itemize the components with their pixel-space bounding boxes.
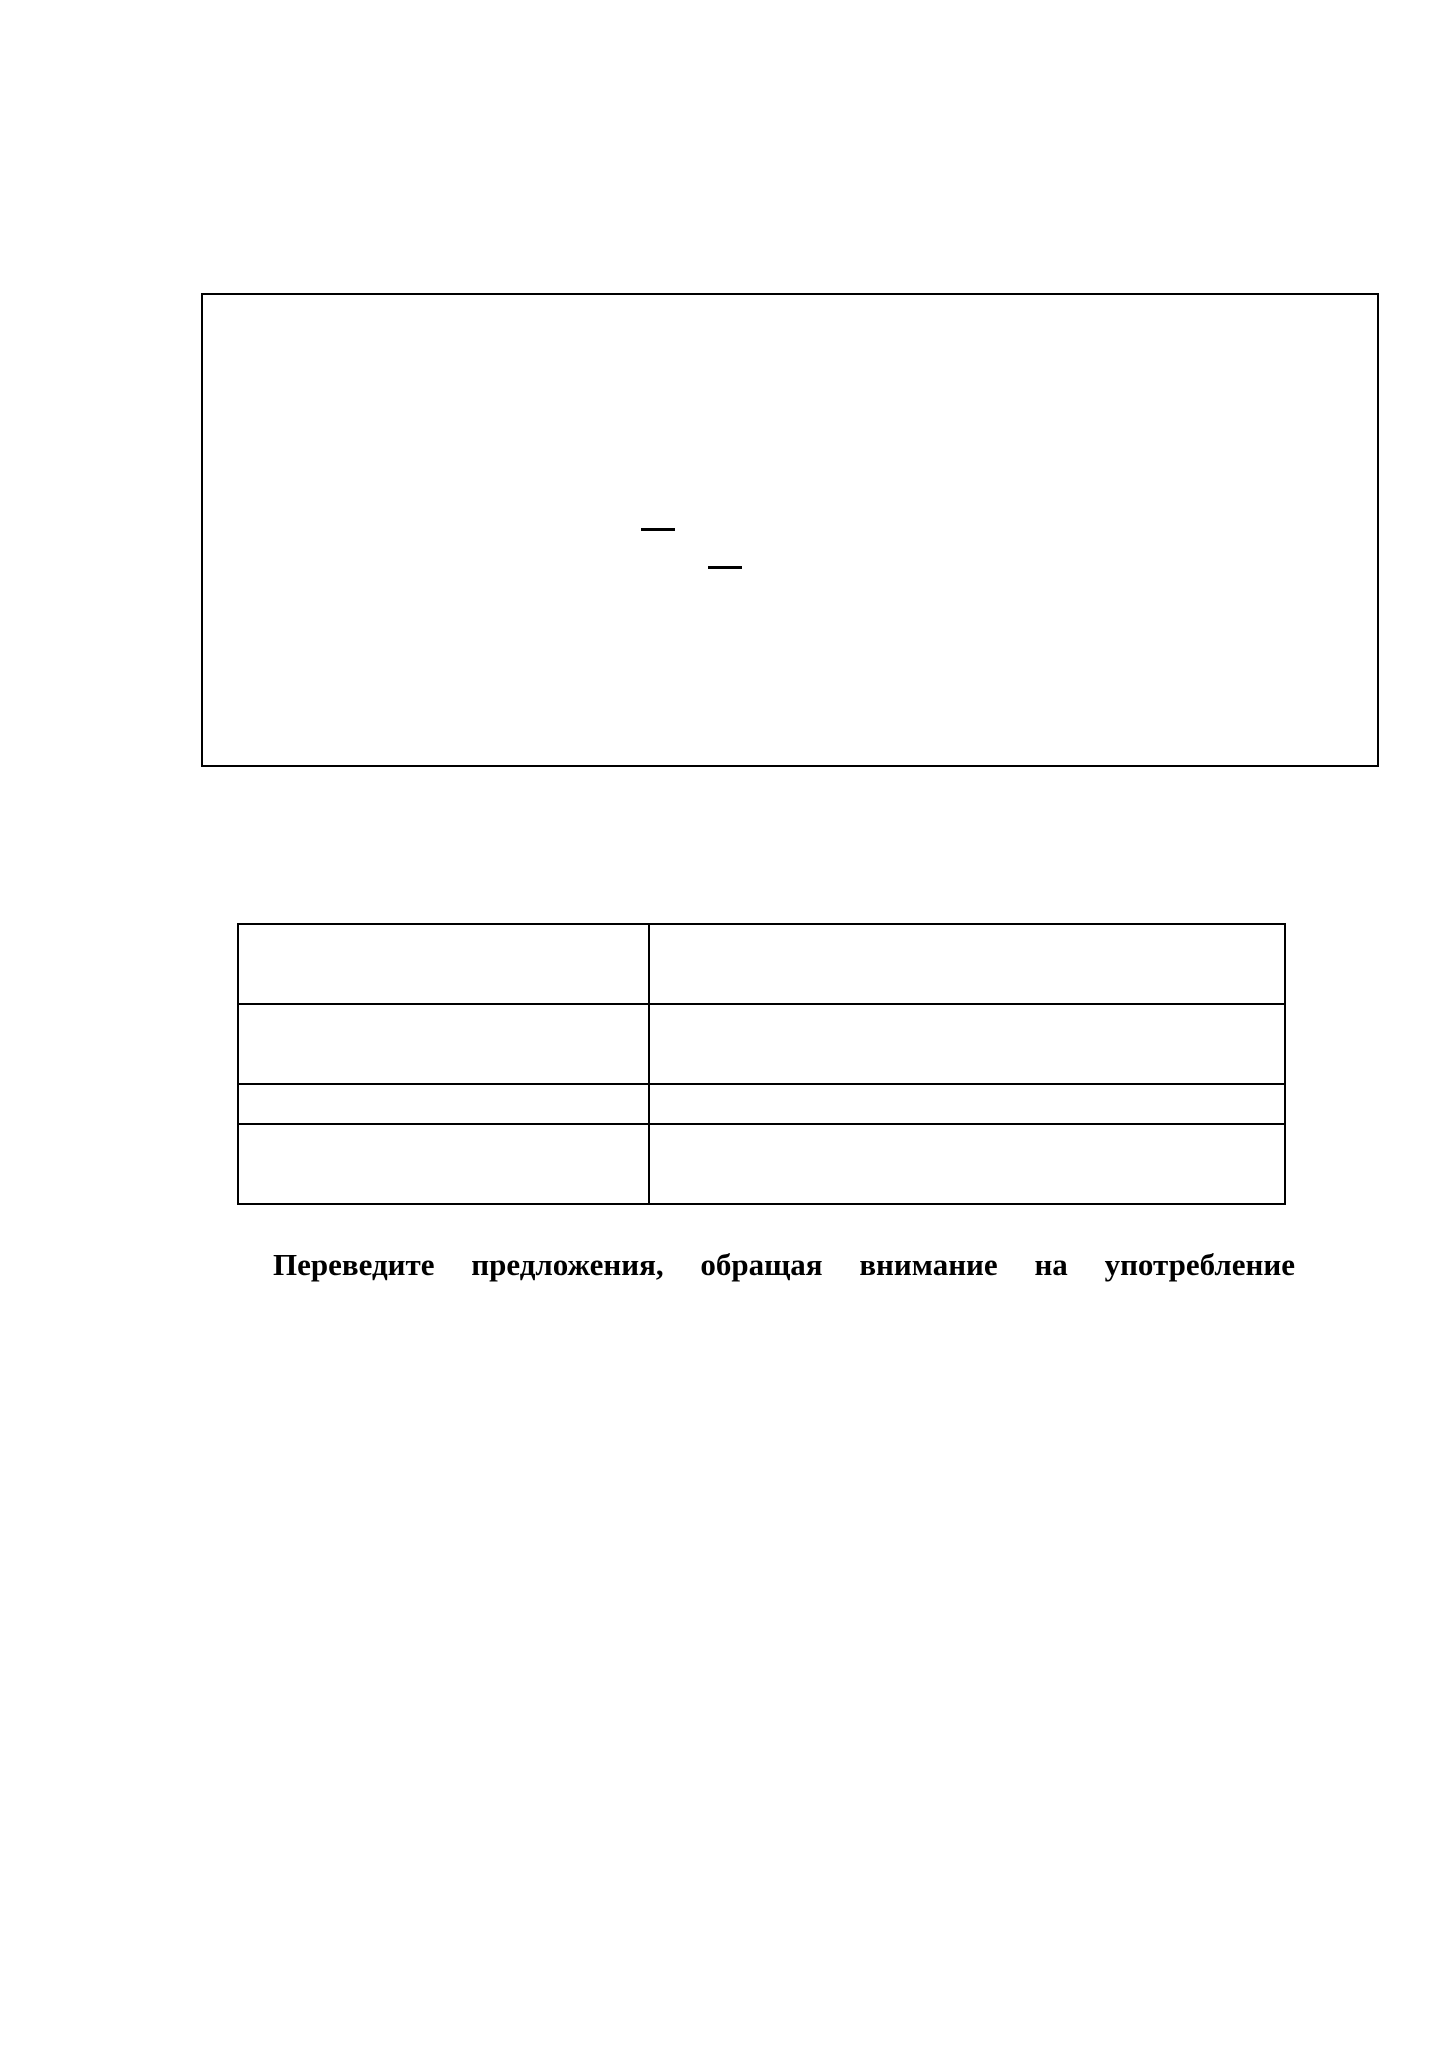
table-row [238,1124,1285,1204]
dash-mark [641,528,675,531]
dash-mark [708,566,742,569]
table-cell [649,1084,1285,1124]
table-row [238,924,1285,1004]
instruction-text: Переведите предложения, обращая внимание на употребление [273,1247,1295,1282]
table-row [238,1004,1285,1084]
table-cell [649,1124,1285,1204]
table-cell [649,924,1285,1004]
table-cell [238,1124,649,1204]
table-cell [238,1004,649,1084]
table-row [238,1084,1285,1124]
content-table [237,923,1286,1205]
table-cell [649,1004,1285,1084]
table-cell [238,924,649,1004]
table-cell [238,1084,649,1124]
framed-text-box [201,293,1379,767]
